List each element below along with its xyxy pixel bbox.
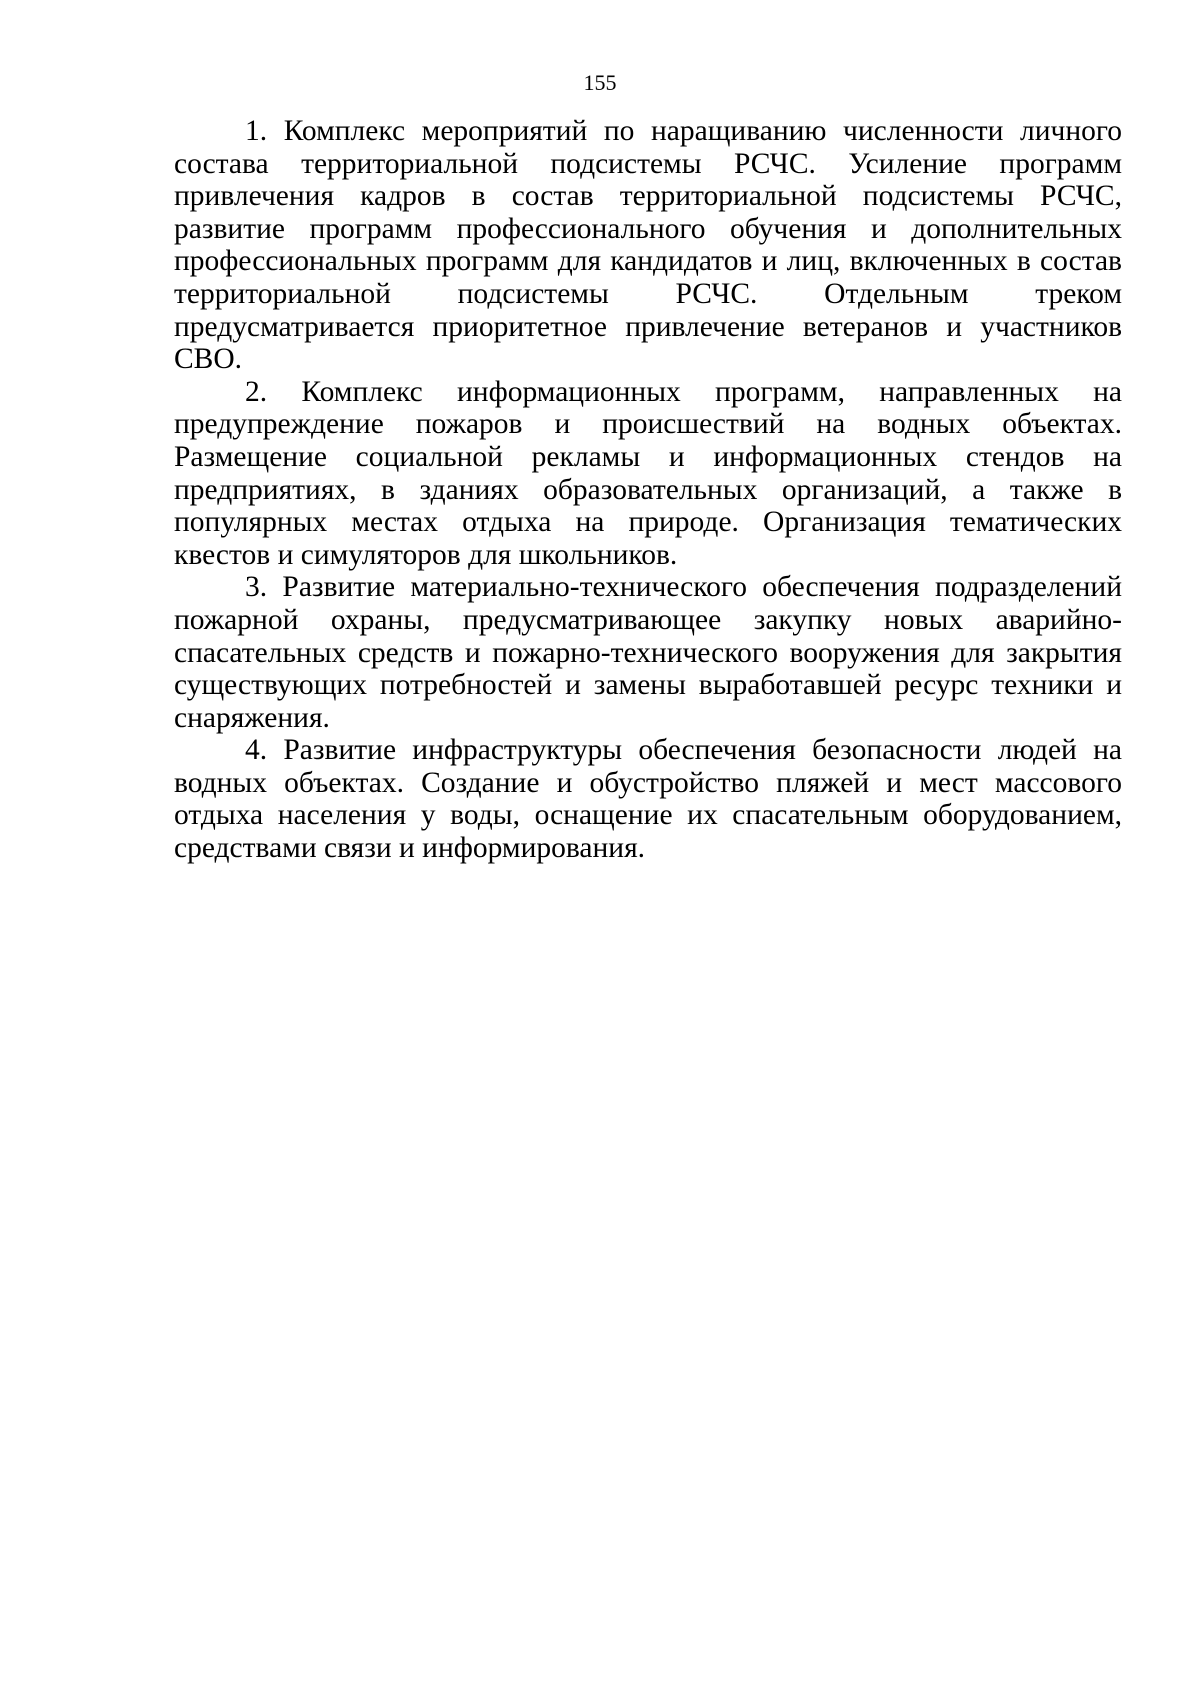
paragraph-1: 1. Комплекс мероприятий по наращиванию численности личного состава территориальной подсистемы РСЧС. Усиление программ привлечения кадров в состав территориальной подсистемы РСЧС, развитие программ профессионального обучения и дополнительных профессиональных программ для кандидатов и лиц, включенных в состав территориальной подсистемы РСЧС. Отдельным треком предусматривается приоритетное привлечение ветеранов и участников СВО. — [174, 115, 1122, 376]
paragraph-4: 4. Развитие инфраструктуры обеспечения безопасности людей на водных объектах. Создание и обустройство пляжей и мест массового отдыха населения у воды, оснащение их спасательным оборудованием, средствами связи и информирования. — [174, 734, 1122, 865]
paragraph-2: 2. Комплекс информационных программ, направленных на предупреждение пожаров и происшествий на водных объектах. Размещение социальной рекламы и информационных стендов на предприятиях, в зданиях образовательных организаций, а также в популярных местах отдыха на природе. Организация тематических квестов и симуляторов для школьников. — [174, 375, 1122, 571]
paragraph-3: 3. Развитие материально-технического обеспечения подразделений пожарной охраны, предусматривающее закупку новых аварийно-спасательных средств и пожарно-технического вооружения для закрытия существующих потребностей и замены выработавшей ресурс техники и снаряжения. — [174, 571, 1122, 734]
document-body — [174, 115, 1122, 865]
page-number: 155 — [583, 70, 617, 95]
